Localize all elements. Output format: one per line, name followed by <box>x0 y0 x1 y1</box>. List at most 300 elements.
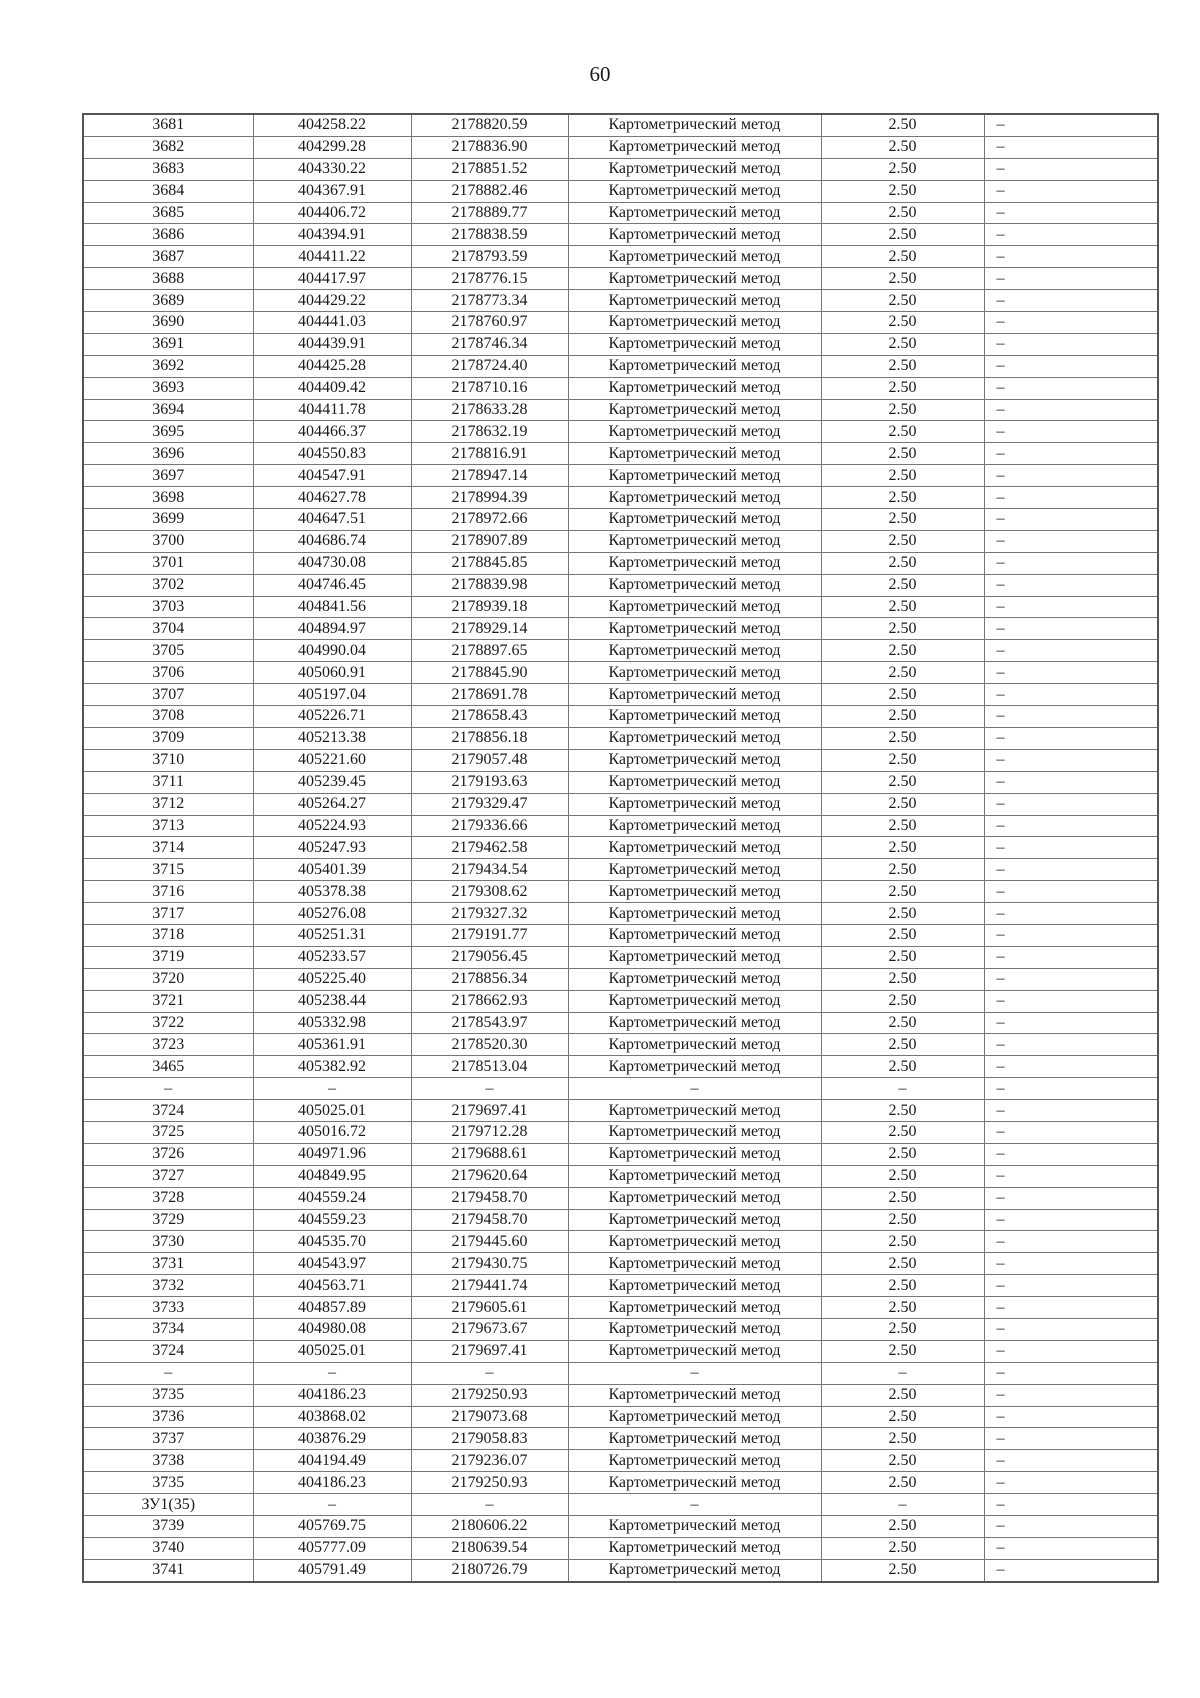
x-coordinate-cell: 404411.22 <box>253 246 411 268</box>
accuracy-cell: 2.50 <box>821 837 984 859</box>
method-cell: Картометрический метод <box>568 421 821 443</box>
y-coordinate-cell: 2178633.28 <box>411 399 568 421</box>
y-coordinate-cell: 2179697.41 <box>411 1340 568 1362</box>
accuracy-cell: 2.50 <box>821 596 984 618</box>
method-cell: Картометрический метод <box>568 1318 821 1340</box>
method-cell: Картометрический метод <box>568 268 821 290</box>
x-coordinate-cell: 404186.23 <box>253 1472 411 1494</box>
table-row <box>83 246 1158 268</box>
point-number-cell: 3693 <box>83 377 253 399</box>
point-number-cell: 3706 <box>83 662 253 684</box>
x-coordinate-cell: 404857.89 <box>253 1297 411 1319</box>
description-cell: – <box>984 268 1158 290</box>
point-number-cell: 3735 <box>83 1384 253 1406</box>
accuracy-cell: 2.50 <box>821 1187 984 1209</box>
y-coordinate-cell: 2178889.77 <box>411 202 568 224</box>
method-cell: Картометрический метод <box>568 946 821 968</box>
method-cell: Картометрический метод <box>568 1472 821 1494</box>
point-number-cell: ЗУ1(35) <box>83 1494 253 1516</box>
y-coordinate-cell: 2179327.32 <box>411 903 568 925</box>
table-row <box>83 465 1158 487</box>
accuracy-cell: 2.50 <box>821 158 984 180</box>
description-cell: – <box>984 1143 1158 1165</box>
y-coordinate-cell: 2178851.52 <box>411 158 568 180</box>
accuracy-cell: 2.50 <box>821 530 984 552</box>
table-row <box>83 180 1158 202</box>
accuracy-cell: 2.50 <box>821 1143 984 1165</box>
accuracy-cell: 2.50 <box>821 684 984 706</box>
x-coordinate-cell: 405025.01 <box>253 1100 411 1122</box>
x-coordinate-cell: 404394.91 <box>253 224 411 246</box>
point-number-cell: 3734 <box>83 1318 253 1340</box>
point-number-cell: 3720 <box>83 968 253 990</box>
y-coordinate-cell: 2179250.93 <box>411 1384 568 1406</box>
table-row <box>83 881 1158 903</box>
table-row <box>83 1494 1158 1516</box>
accuracy-cell: 2.50 <box>821 1012 984 1034</box>
point-number-cell: 3724 <box>83 1340 253 1362</box>
table-row <box>83 837 1158 859</box>
y-coordinate-cell: 2179329.47 <box>411 793 568 815</box>
point-number-cell: 3686 <box>83 224 253 246</box>
method-cell: Картометрический метод <box>568 180 821 202</box>
method-cell: Картометрический метод <box>568 552 821 574</box>
method-cell: Картометрический метод <box>568 333 821 355</box>
description-cell: – <box>984 1165 1158 1187</box>
point-number-cell: 3717 <box>83 903 253 925</box>
x-coordinate-cell: 404559.23 <box>253 1209 411 1231</box>
point-number-cell: 3739 <box>83 1516 253 1538</box>
x-coordinate-cell: 404686.74 <box>253 530 411 552</box>
table-row <box>83 1253 1158 1275</box>
table-row <box>83 1121 1158 1143</box>
x-coordinate-cell: 405247.93 <box>253 837 411 859</box>
y-coordinate-cell: 2178820.59 <box>411 114 568 136</box>
table-row <box>83 1056 1158 1078</box>
table-row <box>83 1209 1158 1231</box>
y-coordinate-cell: 2178793.59 <box>411 246 568 268</box>
y-coordinate-cell: 2178939.18 <box>411 596 568 618</box>
point-number-cell: 3703 <box>83 596 253 618</box>
x-coordinate-cell: 405060.91 <box>253 662 411 684</box>
accuracy-cell: 2.50 <box>821 706 984 728</box>
point-number-cell: 3698 <box>83 487 253 509</box>
point-number-cell: 3712 <box>83 793 253 815</box>
point-number-cell: 3736 <box>83 1406 253 1428</box>
description-cell: – <box>984 1187 1158 1209</box>
method-cell: Картометрический метод <box>568 640 821 662</box>
accuracy-cell: 2.50 <box>821 180 984 202</box>
accuracy-cell: 2.50 <box>821 815 984 837</box>
x-coordinate-cell: 404990.04 <box>253 640 411 662</box>
description-cell: – <box>984 1034 1158 1056</box>
description-cell: – <box>984 1275 1158 1297</box>
method-cell: Картометрический метод <box>568 1034 821 1056</box>
table-row <box>83 1472 1158 1494</box>
table-row <box>83 1297 1158 1319</box>
x-coordinate-cell: 405224.93 <box>253 815 411 837</box>
accuracy-cell: 2.50 <box>821 1428 984 1450</box>
table-row <box>83 509 1158 531</box>
description-cell: – <box>984 684 1158 706</box>
table-row <box>83 1384 1158 1406</box>
y-coordinate-cell: 2178972.66 <box>411 509 568 531</box>
point-number-cell: 3707 <box>83 684 253 706</box>
description-cell: – <box>984 180 1158 202</box>
method-cell: Картометрический метод <box>568 158 821 180</box>
accuracy-cell: 2.50 <box>821 377 984 399</box>
y-coordinate-cell: 2178746.34 <box>411 333 568 355</box>
description-cell: – <box>984 640 1158 662</box>
x-coordinate-cell: 404894.97 <box>253 618 411 640</box>
accuracy-cell: 2.50 <box>821 290 984 312</box>
accuracy-cell: 2.50 <box>821 1340 984 1362</box>
point-number-cell: 3699 <box>83 509 253 531</box>
x-coordinate-cell: 405382.92 <box>253 1056 411 1078</box>
y-coordinate-cell: – <box>411 1078 568 1100</box>
table-row <box>83 815 1158 837</box>
table-row <box>83 1340 1158 1362</box>
description-cell: – <box>984 246 1158 268</box>
table-row <box>83 990 1158 1012</box>
y-coordinate-cell: 2178520.30 <box>411 1034 568 1056</box>
table-row <box>83 355 1158 377</box>
point-number-cell: 3701 <box>83 552 253 574</box>
x-coordinate-cell: 404411.78 <box>253 399 411 421</box>
y-coordinate-cell: 2179445.60 <box>411 1231 568 1253</box>
accuracy-cell: 2.50 <box>821 312 984 334</box>
description-cell: – <box>984 1100 1158 1122</box>
y-coordinate-cell: – <box>411 1494 568 1516</box>
y-coordinate-cell: 2178760.97 <box>411 312 568 334</box>
table-row <box>83 968 1158 990</box>
y-coordinate-cell: 2178724.40 <box>411 355 568 377</box>
y-coordinate-cell: 2179458.70 <box>411 1187 568 1209</box>
point-number-cell: 3687 <box>83 246 253 268</box>
table-row <box>83 114 1158 136</box>
x-coordinate-cell: 403868.02 <box>253 1406 411 1428</box>
description-cell: – <box>984 1450 1158 1472</box>
table-row <box>83 1034 1158 1056</box>
method-cell: Картометрический метод <box>568 574 821 596</box>
y-coordinate-cell: 2178776.15 <box>411 268 568 290</box>
description-cell: – <box>984 815 1158 837</box>
method-cell: Картометрический метод <box>568 290 821 312</box>
point-number-cell: 3735 <box>83 1472 253 1494</box>
table-row <box>83 1362 1158 1384</box>
point-number-cell: 3730 <box>83 1231 253 1253</box>
point-number-cell: 3697 <box>83 465 253 487</box>
point-number-cell: 3718 <box>83 924 253 946</box>
point-number-cell: 3714 <box>83 837 253 859</box>
x-coordinate-cell: 405025.01 <box>253 1340 411 1362</box>
accuracy-cell: 2.50 <box>821 946 984 968</box>
description-cell: – <box>984 837 1158 859</box>
method-cell: Картометрический метод <box>568 1428 821 1450</box>
x-coordinate-cell: 405769.75 <box>253 1516 411 1538</box>
x-coordinate-cell: 404746.45 <box>253 574 411 596</box>
table-row <box>83 487 1158 509</box>
description-cell: – <box>984 355 1158 377</box>
description-cell: – <box>984 290 1158 312</box>
table-row <box>83 158 1158 180</box>
table-row <box>83 1516 1158 1538</box>
accuracy-cell: 2.50 <box>821 924 984 946</box>
accuracy-cell: 2.50 <box>821 793 984 815</box>
method-cell: Картометрический метод <box>568 1559 821 1581</box>
accuracy-cell: 2.50 <box>821 1450 984 1472</box>
point-number-cell: 3689 <box>83 290 253 312</box>
accuracy-cell: 2.50 <box>821 1406 984 1428</box>
y-coordinate-cell: 2179193.63 <box>411 771 568 793</box>
point-number-cell: 3694 <box>83 399 253 421</box>
method-cell: Картометрический метод <box>568 1231 821 1253</box>
method-cell: Картометрический метод <box>568 1450 821 1472</box>
x-coordinate-cell: 405226.71 <box>253 706 411 728</box>
y-coordinate-cell: – <box>411 1362 568 1384</box>
coordinates-table <box>82 113 1159 1583</box>
method-cell: Картометрический метод <box>568 487 821 509</box>
method-cell: Картометрический метод <box>568 312 821 334</box>
description-cell: – <box>984 465 1158 487</box>
accuracy-cell: 2.50 <box>821 443 984 465</box>
x-coordinate-cell: 403876.29 <box>253 1428 411 1450</box>
x-coordinate-cell: 405016.72 <box>253 1121 411 1143</box>
accuracy-cell: 2.50 <box>821 640 984 662</box>
y-coordinate-cell: 2178856.34 <box>411 968 568 990</box>
table-row <box>83 530 1158 552</box>
description-cell: – <box>984 859 1158 881</box>
accuracy-cell: 2.50 <box>821 1384 984 1406</box>
y-coordinate-cell: 2179620.64 <box>411 1165 568 1187</box>
y-coordinate-cell: 2178947.14 <box>411 465 568 487</box>
y-coordinate-cell: 2178845.90 <box>411 662 568 684</box>
description-cell: – <box>984 399 1158 421</box>
method-cell: Картометрический метод <box>568 771 821 793</box>
x-coordinate-cell: 404559.24 <box>253 1187 411 1209</box>
y-coordinate-cell: 2179336.66 <box>411 815 568 837</box>
accuracy-cell: 2.50 <box>821 114 984 136</box>
description-cell: – <box>984 924 1158 946</box>
point-number-cell: 3465 <box>83 1056 253 1078</box>
y-coordinate-cell: 2179073.68 <box>411 1406 568 1428</box>
y-coordinate-cell: 2179441.74 <box>411 1275 568 1297</box>
method-cell: Картометрический метод <box>568 924 821 946</box>
description-cell: – <box>984 1406 1158 1428</box>
description-cell: – <box>984 224 1158 246</box>
table-row <box>83 202 1158 224</box>
point-number-cell: 3727 <box>83 1165 253 1187</box>
x-coordinate-cell: – <box>253 1494 411 1516</box>
method-cell: Картометрический метод <box>568 990 821 1012</box>
point-number-cell: 3692 <box>83 355 253 377</box>
method-cell: Картометрический метод <box>568 1012 821 1034</box>
table-row <box>83 749 1158 771</box>
description-cell: – <box>984 421 1158 443</box>
point-number-cell: 3713 <box>83 815 253 837</box>
table-row <box>83 1318 1158 1340</box>
y-coordinate-cell: 2178543.97 <box>411 1012 568 1034</box>
x-coordinate-cell: 405197.04 <box>253 684 411 706</box>
point-number-cell: 3704 <box>83 618 253 640</box>
description-cell: – <box>984 1537 1158 1559</box>
description-cell: – <box>984 202 1158 224</box>
accuracy-cell: 2.50 <box>821 509 984 531</box>
x-coordinate-cell: 404627.78 <box>253 487 411 509</box>
description-cell: – <box>984 1121 1158 1143</box>
accuracy-cell: 2.50 <box>821 268 984 290</box>
x-coordinate-cell: 404563.71 <box>253 1275 411 1297</box>
x-coordinate-cell: 404186.23 <box>253 1384 411 1406</box>
x-coordinate-cell: 405239.45 <box>253 771 411 793</box>
method-cell: Картометрический метод <box>568 837 821 859</box>
y-coordinate-cell: 2179191.77 <box>411 924 568 946</box>
description-cell: – <box>984 333 1158 355</box>
description-cell: – <box>984 749 1158 771</box>
point-number-cell: 3732 <box>83 1275 253 1297</box>
description-cell: – <box>984 487 1158 509</box>
y-coordinate-cell: 2179058.83 <box>411 1428 568 1450</box>
table-row <box>83 1187 1158 1209</box>
description-cell: – <box>984 771 1158 793</box>
method-cell: Картометрический метод <box>568 793 821 815</box>
x-coordinate-cell: 404194.49 <box>253 1450 411 1472</box>
accuracy-cell: 2.50 <box>821 202 984 224</box>
accuracy-cell: 2.50 <box>821 771 984 793</box>
y-coordinate-cell: 2178897.65 <box>411 640 568 662</box>
method-cell: Картометрический метод <box>568 727 821 749</box>
table-row <box>83 793 1158 815</box>
description-cell: – <box>984 530 1158 552</box>
description-cell: – <box>984 1340 1158 1362</box>
point-number-cell: 3710 <box>83 749 253 771</box>
point-number-cell: 3683 <box>83 158 253 180</box>
y-coordinate-cell: 2179688.61 <box>411 1143 568 1165</box>
description-cell: – <box>984 793 1158 815</box>
method-cell: Картометрический метод <box>568 1253 821 1275</box>
method-cell: Картометрический метод <box>568 1340 821 1362</box>
table-row <box>83 771 1158 793</box>
accuracy-cell: 2.50 <box>821 1165 984 1187</box>
accuracy-cell: 2.50 <box>821 399 984 421</box>
x-coordinate-cell: 405332.98 <box>253 1012 411 1034</box>
description-cell: – <box>984 1318 1158 1340</box>
method-cell: Картометрический метод <box>568 903 821 925</box>
y-coordinate-cell: 2179605.61 <box>411 1297 568 1319</box>
point-number-cell: 3688 <box>83 268 253 290</box>
table-row <box>83 421 1158 443</box>
description-cell: – <box>984 136 1158 158</box>
table-row <box>83 333 1158 355</box>
x-coordinate-cell: 404980.08 <box>253 1318 411 1340</box>
x-coordinate-cell: 405777.09 <box>253 1537 411 1559</box>
x-coordinate-cell: 404429.22 <box>253 290 411 312</box>
description-cell: – <box>984 946 1158 968</box>
method-cell: – <box>568 1078 821 1100</box>
accuracy-cell: 2.50 <box>821 968 984 990</box>
table-row <box>83 312 1158 334</box>
accuracy-cell: 2.50 <box>821 1318 984 1340</box>
y-coordinate-cell: 2178662.93 <box>411 990 568 1012</box>
description-cell: – <box>984 1078 1158 1100</box>
accuracy-cell: 2.50 <box>821 246 984 268</box>
method-cell: Картометрический метод <box>568 1406 821 1428</box>
point-number-cell: 3733 <box>83 1297 253 1319</box>
x-coordinate-cell: 405213.38 <box>253 727 411 749</box>
accuracy-cell: – <box>821 1494 984 1516</box>
accuracy-cell: 2.50 <box>821 1472 984 1494</box>
accuracy-cell: 2.50 <box>821 1231 984 1253</box>
table-row <box>83 640 1158 662</box>
accuracy-cell: 2.50 <box>821 487 984 509</box>
x-coordinate-cell: 405221.60 <box>253 749 411 771</box>
method-cell: Картометрический метод <box>568 1209 821 1231</box>
y-coordinate-cell: 2178710.16 <box>411 377 568 399</box>
point-number-cell: 3725 <box>83 1121 253 1143</box>
x-coordinate-cell: 405791.49 <box>253 1559 411 1581</box>
description-cell: – <box>984 596 1158 618</box>
point-number-cell: 3722 <box>83 1012 253 1034</box>
x-coordinate-cell: 404330.22 <box>253 158 411 180</box>
y-coordinate-cell: 2179697.41 <box>411 1100 568 1122</box>
method-cell: Картометрический метод <box>568 1121 821 1143</box>
y-coordinate-cell: 2178838.59 <box>411 224 568 246</box>
point-number-cell: 3726 <box>83 1143 253 1165</box>
table-row <box>83 574 1158 596</box>
table-row <box>83 946 1158 968</box>
method-cell: Картометрический метод <box>568 355 821 377</box>
table-row <box>83 1537 1158 1559</box>
point-number-cell: 3724 <box>83 1100 253 1122</box>
description-cell: – <box>984 662 1158 684</box>
point-number-cell: 3715 <box>83 859 253 881</box>
y-coordinate-cell: 2179236.07 <box>411 1450 568 1472</box>
accuracy-cell: 2.50 <box>821 224 984 246</box>
accuracy-cell: 2.50 <box>821 421 984 443</box>
description-cell: – <box>984 1012 1158 1034</box>
method-cell: Картометрический метод <box>568 224 821 246</box>
x-coordinate-cell: 404971.96 <box>253 1143 411 1165</box>
x-coordinate-cell: 404406.72 <box>253 202 411 224</box>
x-coordinate-cell: 405264.27 <box>253 793 411 815</box>
description-cell: – <box>984 114 1158 136</box>
table-row <box>83 1143 1158 1165</box>
x-coordinate-cell: 404543.97 <box>253 1253 411 1275</box>
method-cell: Картометрический метод <box>568 509 821 531</box>
point-number-cell: 3684 <box>83 180 253 202</box>
method-cell: Картометрический метод <box>568 706 821 728</box>
method-cell: Картометрический метод <box>568 1187 821 1209</box>
table-row <box>83 618 1158 640</box>
accuracy-cell: 2.50 <box>821 333 984 355</box>
description-cell: – <box>984 990 1158 1012</box>
y-coordinate-cell: 2179462.58 <box>411 837 568 859</box>
table-row <box>83 1275 1158 1297</box>
x-coordinate-cell: – <box>253 1362 411 1384</box>
description-cell: – <box>984 903 1158 925</box>
table-row <box>83 1012 1158 1034</box>
table-row <box>83 684 1158 706</box>
point-number-cell: 3691 <box>83 333 253 355</box>
point-number-cell: 3690 <box>83 312 253 334</box>
method-cell: Картометрический метод <box>568 749 821 771</box>
description-cell: – <box>984 377 1158 399</box>
method-cell: Картометрический метод <box>568 596 821 618</box>
point-number-cell: 3711 <box>83 771 253 793</box>
y-coordinate-cell: 2179308.62 <box>411 881 568 903</box>
method-cell: Картометрический метод <box>568 136 821 158</box>
accuracy-cell: 2.50 <box>821 465 984 487</box>
